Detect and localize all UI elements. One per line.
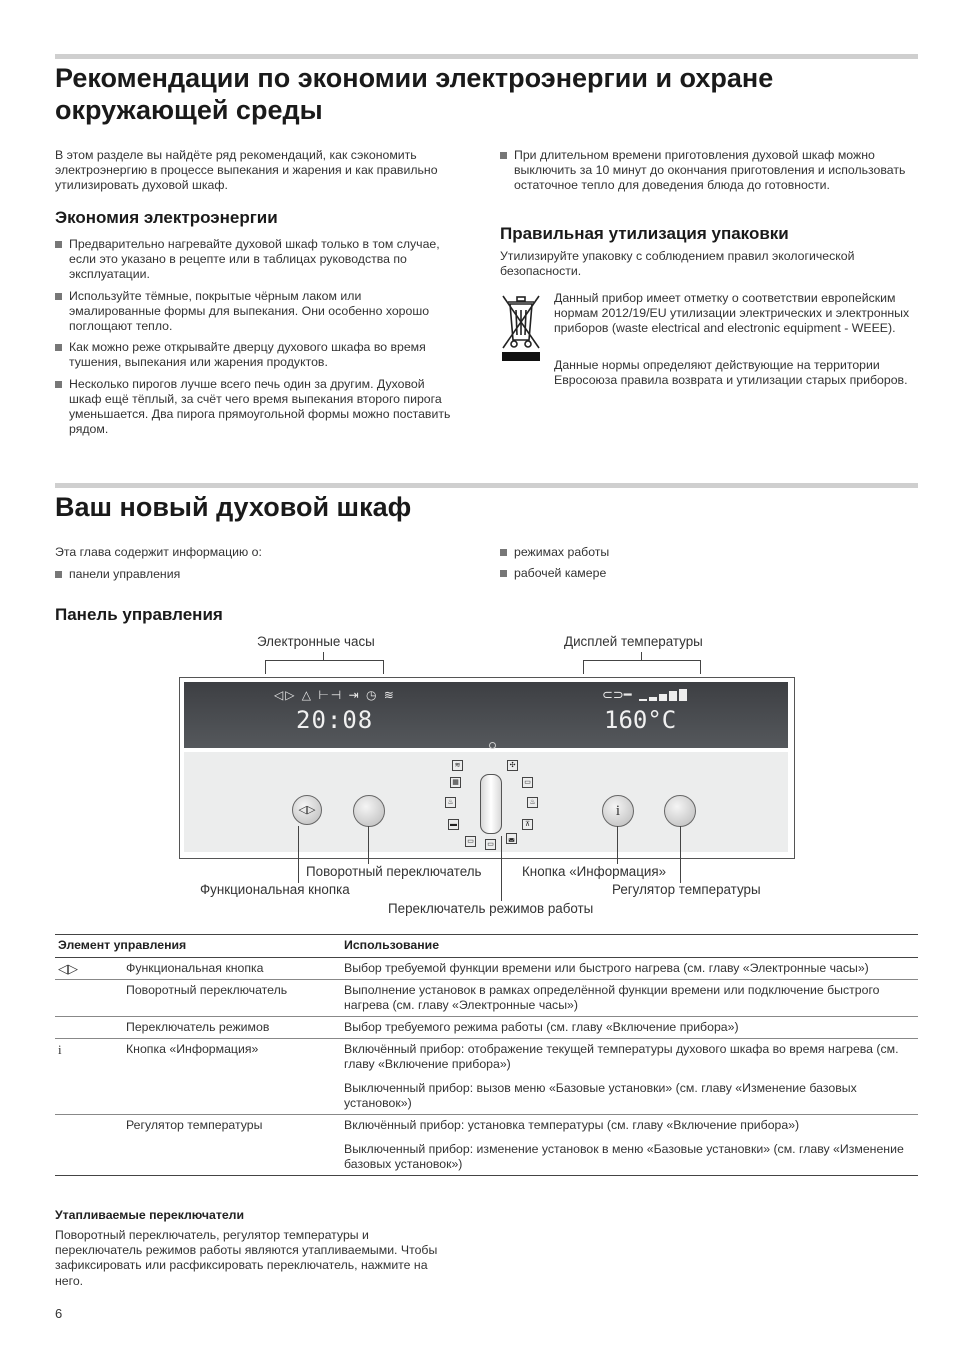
control-name: Регулятор температуры: [123, 1115, 341, 1137]
control-name: Функциональная кнопка: [123, 958, 341, 980]
page-number: 6: [55, 1306, 63, 1321]
control-usage: Выключенный прибор: вызов меню «Базовые установки» (см. главу «Изменение базовых установок»): [344, 1081, 857, 1110]
title-line-1: Рекомендации по экономии электроэнергии и охране: [55, 63, 774, 93]
list-item: Предварительно нагревайте духовой шкаф только в том случае, если это указано в рецепте или в таблицах руководства по эксплуатации.: [55, 237, 455, 283]
control-usage: Выбор требуемого режима работы (см. главу «Включение прибора»): [341, 1017, 918, 1039]
weee-text-2: Данные нормы определяют действующие на территории Евросоюза правила возврата и утилизации старых приборов.: [554, 358, 908, 388]
heat-bars-icon: [639, 689, 689, 701]
residual-heat-list: [500, 148, 920, 200]
function-symbol: [55, 1017, 123, 1039]
weee-text-1: Данный прибор имеет отметку о соответствии европейским нормам 2012/19/EU утилизации электрических и электронных приборов (waste electrical and electronic equipment - WEEE).: [554, 291, 910, 336]
label-info: Кнопка «Информация»: [522, 864, 667, 879]
control-usage: Выключенный прибор: изменение установок в меню «Базовые установки» (см. главу «Изменение базовых установок»): [341, 1136, 918, 1176]
pointer-rotary: [368, 826, 369, 864]
mode-icon: ▭: [465, 836, 476, 847]
info-symbol: i: [55, 1039, 123, 1076]
rotary-switch[interactable]: [353, 795, 385, 827]
mode-icon: ▬: [450, 821, 457, 828]
control-name: [123, 1136, 341, 1176]
clock-indicator-icons: ◁▷ △ ⊢⊣ ⇥ ◷ ≋: [274, 688, 396, 702]
mode-icon: ♨: [445, 797, 456, 808]
mode-icon: ✣: [507, 760, 518, 771]
info-symbol: [55, 1075, 123, 1115]
label-rotary: Поворотный переключатель: [306, 864, 482, 879]
control-usage: Включённый прибор: установка температуры (см. главу «Включение прибора»): [341, 1115, 918, 1137]
temperature-regulator[interactable]: [664, 795, 696, 827]
pointer-regulator: [680, 826, 681, 883]
mode-icon: ▦: [450, 777, 461, 788]
pointer-mode: [501, 836, 502, 901]
function-button[interactable]: ◁▷: [292, 795, 322, 825]
list-item: Используйте тёмные, покрытые чёрным лаком или эмалированные формы для выпекания. Они особенно хорошо поглощают тепло.: [55, 289, 455, 335]
disposal-heading: Правильная утилизация упаковки: [500, 224, 789, 243]
bracket-temp: [583, 660, 701, 661]
list-item: Как можно реже открывайте дверцу духового шкафа во время тушения, выпекания или жарения продуктов.: [55, 340, 455, 370]
chapter-contents-left: [55, 567, 455, 588]
title-line-2: окружающей среды: [55, 95, 323, 125]
disposal-text: Утилизируйте упаковку с соблюдением правил экологической безопасности.: [500, 249, 855, 279]
bracket-clock: [265, 660, 384, 661]
mode-switch[interactable]: [480, 774, 502, 834]
pointer-info: [617, 826, 618, 864]
display-strip: [184, 682, 788, 748]
table-row: [55, 1136, 918, 1176]
control-name: [123, 1075, 341, 1115]
table-row: [55, 958, 918, 980]
table-row: [55, 1017, 918, 1039]
energy-heading: Экономия электроэнергии: [55, 208, 278, 227]
section-title: [55, 62, 773, 126]
control-name: Поворотный переключатель: [123, 980, 341, 1017]
function-symbol: [55, 1136, 123, 1176]
function-symbol: [55, 980, 123, 1017]
mode-icon: ♨: [527, 797, 538, 808]
panel-heading: Панель управления: [55, 605, 223, 624]
label-regulator: Регулятор температуры: [612, 882, 761, 897]
clock-display: 20:08: [296, 706, 374, 734]
recessed-text: Поворотный переключатель, регулятор температуры и переключатель режимов работы являются утапливаемыми. Чтобы зафиксировать или расфиксировать переключатель, нажмите на него.: [55, 1228, 438, 1288]
function-symbol: ◁▷: [55, 958, 123, 980]
table-header: Использование: [341, 935, 918, 958]
label-mode: Переключатель режимов работы: [388, 901, 594, 916]
control-panel: [179, 677, 795, 859]
indicator-dot: [489, 742, 496, 749]
oven-section-title: Ваш новый духовой шкаф: [55, 492, 412, 522]
list-item: Несколько пирогов лучше всего печь один за другим. Духовой шкаф ещё тёплый, за счёт чего время выпекания второго пирога уменьшается. Два пирога прямоугольной формы можно поставить рядом.: [55, 377, 455, 438]
list-item: рабочей камере: [500, 566, 900, 581]
mode-icon: ⊼: [522, 819, 533, 830]
intro-paragraph: В этом разделе вы найдёте ряд рекомендаций, как сэкономить электроэнергию в процессе выпекания и жарения и как правильно утилизировать духовой шкаф.: [55, 148, 438, 193]
table-row: [55, 1075, 918, 1115]
energy-tips-list: [55, 237, 455, 443]
control-name: Переключатель режимов: [123, 1017, 341, 1039]
control-usage: Выполнение установок в рамках определённой функции времени или подключение быстрого нагрева (см. главу «Электронные часы»): [341, 980, 918, 1017]
table-row: [55, 1039, 918, 1076]
weee-bin-icon: [500, 292, 542, 364]
recessed-heading: Утапливаемые переключатели: [55, 1208, 245, 1222]
section-rule: [55, 54, 918, 59]
mode-icon: ≋: [452, 760, 463, 771]
label-function: Функциональная кнопка: [200, 882, 350, 897]
lock-key-icon: ⊂⊃━: [602, 687, 632, 702]
pointer-function: [298, 826, 299, 883]
mode-icon: ▭: [485, 839, 496, 850]
bracket-temp-right: [700, 660, 701, 674]
chapter-contents-right: [500, 545, 900, 587]
chapter-intro: Эта глава содержит информацию о:: [55, 545, 262, 559]
list-item: панели управления: [55, 567, 455, 582]
list-item: При длительном времени приготовления духовой шкаф можно выключить за 10 минут до окончания приготовления и использовать остаточное тепло для доведения блюда до готовности.: [500, 148, 920, 194]
temperature-display: 160°C: [604, 706, 677, 734]
table-row: [55, 1115, 918, 1137]
mode-icon: ▭: [522, 777, 533, 788]
function-symbol: [55, 1115, 123, 1137]
mode-icon: ◛: [506, 833, 517, 844]
bracket-temp-left: [583, 660, 584, 674]
info-button[interactable]: i: [602, 795, 634, 827]
control-usage: Включённый прибор: отображение текущей температуры духового шкафа во время нагрева (см. главу «Включение прибора»): [341, 1039, 918, 1076]
control-usage: Выбор требуемой функции времени или быстрого нагрева (см. главу «Электронные часы»): [341, 958, 918, 980]
label-temp-display: Дисплей температуры: [564, 634, 703, 649]
bracket-clock-right: [383, 660, 384, 674]
list-item: режимах работы: [500, 545, 900, 560]
bracket-temp-stem: [641, 652, 642, 660]
table-row: [55, 980, 918, 1017]
section-rule-2: [55, 483, 918, 488]
control-name: Кнопка «Информация»: [123, 1039, 341, 1076]
controls-table: [55, 934, 918, 1176]
table-header: Элемент управления: [55, 935, 341, 958]
bracket-clock-stem: [323, 652, 324, 660]
label-clock: Электронные часы: [257, 634, 375, 649]
bracket-clock-left: [265, 660, 266, 674]
